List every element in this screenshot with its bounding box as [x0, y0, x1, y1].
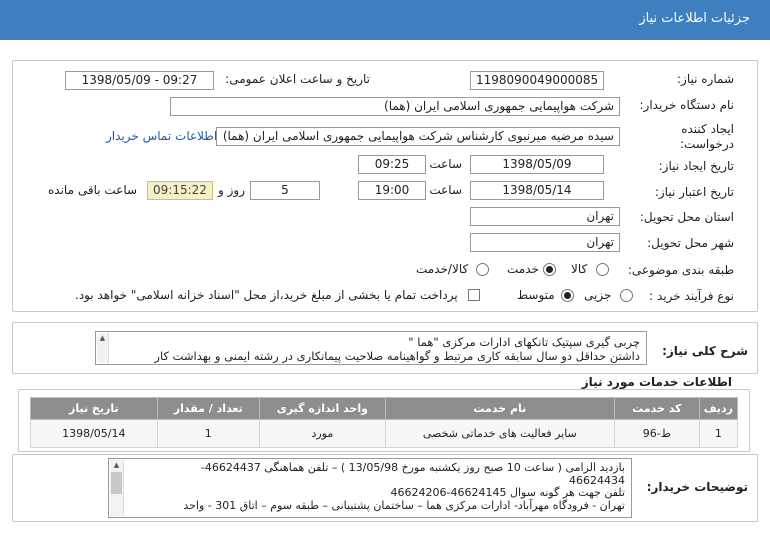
category-radio-goods[interactable]	[596, 263, 609, 276]
description-scrollbar[interactable]	[97, 333, 109, 363]
scroll-up-icon[interactable]: ▲	[113, 461, 120, 469]
category-label: طبقه بندی موضوعی:	[627, 263, 734, 277]
col-unit: واحد اندازه گیری	[259, 398, 385, 420]
city-label: شهر محل تحویل:	[647, 236, 734, 250]
cell-unit: مورد	[259, 420, 385, 448]
created-date-label: تاریخ ایجاد نیاز:	[658, 159, 734, 173]
province-field: تهران	[470, 207, 620, 226]
category-goods-label: کالا	[571, 262, 588, 276]
creator-label-1: ایجاد کننده	[681, 122, 734, 136]
category-goods-service-label: کالا/خدمت	[416, 262, 469, 276]
announce-date-label: تاریخ و ساعت اعلان عمومی:	[225, 72, 370, 86]
col-service-name: نام خدمت	[385, 398, 614, 420]
cell-row: 1	[699, 420, 737, 448]
process-radio-minor[interactable]	[620, 289, 633, 302]
buyer-contact-link[interactable]: اطلاعات تماس خریدار	[106, 129, 218, 143]
valid-time-label: ساعت	[429, 183, 462, 197]
cell-service-code: ط-96	[614, 420, 699, 448]
description-line-1: چربی گیری سپتیک تانکهای ادارات مرکزی "هما "	[408, 335, 640, 349]
scroll-thumb[interactable]	[111, 472, 122, 494]
process-label: نوع فرآیند خرید :	[649, 289, 734, 303]
created-date-field: 1398/05/09	[470, 155, 604, 174]
cell-quantity: 1	[157, 420, 259, 448]
cell-need-date: 1398/05/14	[31, 420, 158, 448]
notes-label: توضیحات خریدار:	[646, 480, 748, 494]
treasury-checkbox[interactable]	[468, 289, 480, 301]
days-label: روز و	[218, 183, 245, 197]
col-service-code: کد خدمت	[614, 398, 699, 420]
notes-scrollbar[interactable]	[110, 460, 124, 516]
page-title: جزئیات اطلاعات نیاز	[639, 11, 750, 26]
need-number-label: شماره نیاز:	[677, 72, 734, 86]
cell-service-name: سایر فعالیت های خدماتی شخصی	[385, 420, 614, 448]
category-service-label: خدمت	[507, 262, 539, 276]
days-field: 5	[250, 181, 320, 200]
announce-date-field: 1398/05/09 - 09:27	[65, 71, 214, 90]
valid-time-field: 19:00	[358, 181, 426, 200]
description-textbox[interactable]	[95, 331, 647, 365]
notes-textbox[interactable]	[108, 458, 632, 518]
created-time-field: 09:25	[358, 155, 426, 174]
process-radio-medium[interactable]	[561, 289, 574, 302]
services-title: اطلاعات خدمات مورد نیاز	[581, 375, 732, 389]
process-minor-label: جزیی	[584, 288, 612, 302]
province-label: استان محل تحویل:	[639, 210, 734, 224]
process-medium-label: متوسط	[517, 288, 555, 302]
creator-label-2: درخواست:	[680, 137, 734, 151]
description-label: شرح کلی نیاز:	[662, 344, 748, 358]
services-table	[30, 397, 738, 448]
remaining-label: ساعت باقی مانده	[48, 183, 138, 197]
table-row	[31, 420, 738, 448]
buyer-field: شرکت هواپیمایی جمهوری اسلامی ایران (هما)	[170, 97, 620, 116]
city-field: تهران	[470, 233, 620, 252]
category-radio-goods-service[interactable]	[476, 263, 489, 276]
need-number-field: 1198090049000085	[470, 71, 604, 90]
description-line-2: داشتن حداقل دو سال سابقه کاری مرتبط و گواهینامه صلاحیت پیمانکاری در رشته ایمنی و بهداشت کار	[154, 349, 640, 363]
services-header-row	[31, 398, 738, 420]
col-row: ردیف	[699, 398, 737, 420]
creator-field: سیده مرضیه میرنبوی کارشناس شرکت هواپیمایی جمهوری اسلامی ایران (هما)	[216, 127, 620, 146]
valid-date-label: تاریخ اعتبار نیاز:	[654, 185, 734, 199]
notes-line-2: 46624434	[569, 473, 625, 487]
created-time-label: ساعت	[429, 157, 462, 171]
treasury-note: پرداخت تمام یا بخشی از مبلغ خرید،از محل "اسناد خزانه اسلامی" خواهد بود.	[75, 288, 458, 302]
valid-date-field: 1398/05/14	[470, 181, 604, 200]
notes-line-4: تهران - فرودگاه مهرآباد- ادارات مرکزی هما – ساختمان پشتیبانی – طبقه سوم – اتاق 301 - واحد	[183, 498, 625, 512]
notes-line-1: بازدید الزامی ( ساعت 10 صبح روز یکشنبه مورخ 13/05/98 ) – تلفن هماهنگی 46624437-	[200, 461, 625, 474]
category-radio-service[interactable]	[543, 263, 556, 276]
scroll-up-icon[interactable]: ▲	[99, 334, 106, 342]
notes-line-3: تلفن جهت هر گونه سوال 46624145-46624206	[390, 486, 625, 500]
remaining-time-field: 09:15:22	[147, 181, 213, 200]
col-need-date: تاریخ نیاز	[31, 398, 158, 420]
buyer-label: نام دستگاه خریدار:	[639, 98, 734, 112]
col-quantity: تعداد / مقدار	[157, 398, 259, 420]
